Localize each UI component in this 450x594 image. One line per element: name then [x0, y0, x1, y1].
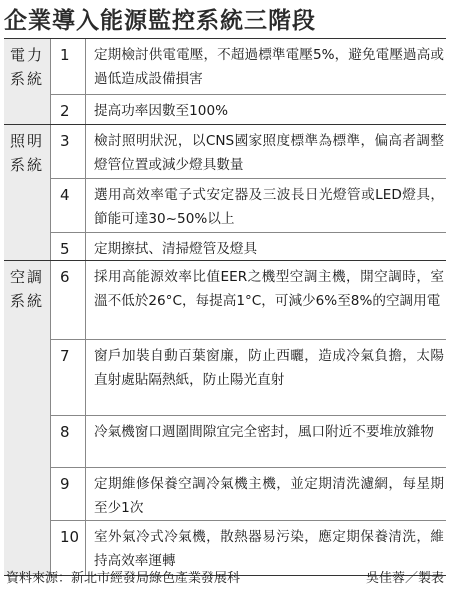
- group-rows: [50, 261, 446, 575]
- table-row: [50, 521, 446, 575]
- group-label-line: 系統: [10, 156, 45, 174]
- table-row: [50, 125, 446, 179]
- group-label: [4, 125, 50, 260]
- row-description: 定期擦拭、清掃燈管及燈具: [94, 241, 258, 257]
- row-description: 窗戶加裝自動百葉窗廉，防止西曬，造成冷氣負擔，太陽直射處貼隔熱紙，防止陽光直射: [94, 348, 444, 388]
- group-lighting-system: [4, 125, 446, 261]
- table-row: [50, 233, 446, 260]
- table-row: [50, 95, 446, 124]
- table-row: [50, 416, 446, 468]
- group-label-line: 空調: [10, 268, 45, 286]
- row-number: 1: [50, 39, 86, 94]
- group-label-line: 電力: [10, 46, 45, 64]
- table-row: [50, 179, 446, 233]
- table-row: [50, 340, 446, 416]
- group-aircon-system: [4, 261, 446, 575]
- row-description: 冷氣機窗口週圍間隙宜完全密封，風口附近不要堆放雜物: [94, 424, 434, 440]
- row-number: 9: [50, 468, 86, 520]
- row-number: 3: [50, 125, 86, 178]
- row-description: 選用高效率電子式安定器及三波長日光燈管或LED燈具，節能可達30~50%以上: [94, 187, 444, 227]
- row-number: 10: [50, 521, 86, 575]
- source-note: 資料來源：新北市經發局綠色產業發展科: [6, 571, 241, 586]
- group-rows: [50, 39, 446, 124]
- row-number: 2: [50, 95, 86, 124]
- group-label-line: 照明: [10, 132, 45, 150]
- table-row: [50, 39, 446, 95]
- page-title: 企業導入能源監控系統三階段: [4, 8, 316, 34]
- author-credit: 吳佳蓉／製表: [365, 571, 444, 586]
- group-label: [4, 39, 50, 124]
- row-number: 4: [50, 179, 86, 232]
- group-power-system: [4, 39, 446, 125]
- row-description: 採用高能源效率比值EER之機型空調主機，開空調時，室溫不低於26°C，每提高1°C，可減少6%至8%的空調用電: [94, 269, 444, 309]
- row-description: 提高功率因數至100%: [94, 103, 229, 119]
- row-number: 5: [50, 233, 86, 260]
- group-rows: [50, 125, 446, 260]
- row-description: 定期維修保養空調冷氣機主機，並定期清洗濾網，每星期至少1次: [94, 476, 444, 516]
- row-description: 室外氣冷式冷氣機，散熱器易污染，應定期保養清洗，維持高效率運轉: [94, 529, 444, 569]
- energy-table: [4, 38, 446, 576]
- group-label: [4, 261, 50, 575]
- row-description: 檢討照明狀況，以CNS國家照度標準為標準，偏高者調整燈管位置或減少燈具數量: [94, 133, 444, 173]
- table-row: [50, 468, 446, 521]
- row-description: 定期檢討供電電壓，不超過標準電壓5%，避免電壓過高或過低造成設備損害: [94, 47, 444, 87]
- row-number: 6: [50, 261, 86, 339]
- footer: [4, 568, 446, 590]
- row-number: 8: [50, 416, 86, 467]
- group-label-line: 系統: [10, 70, 45, 88]
- row-number: 7: [50, 340, 86, 415]
- table-row: [50, 261, 446, 340]
- group-label-line: 系統: [10, 292, 45, 310]
